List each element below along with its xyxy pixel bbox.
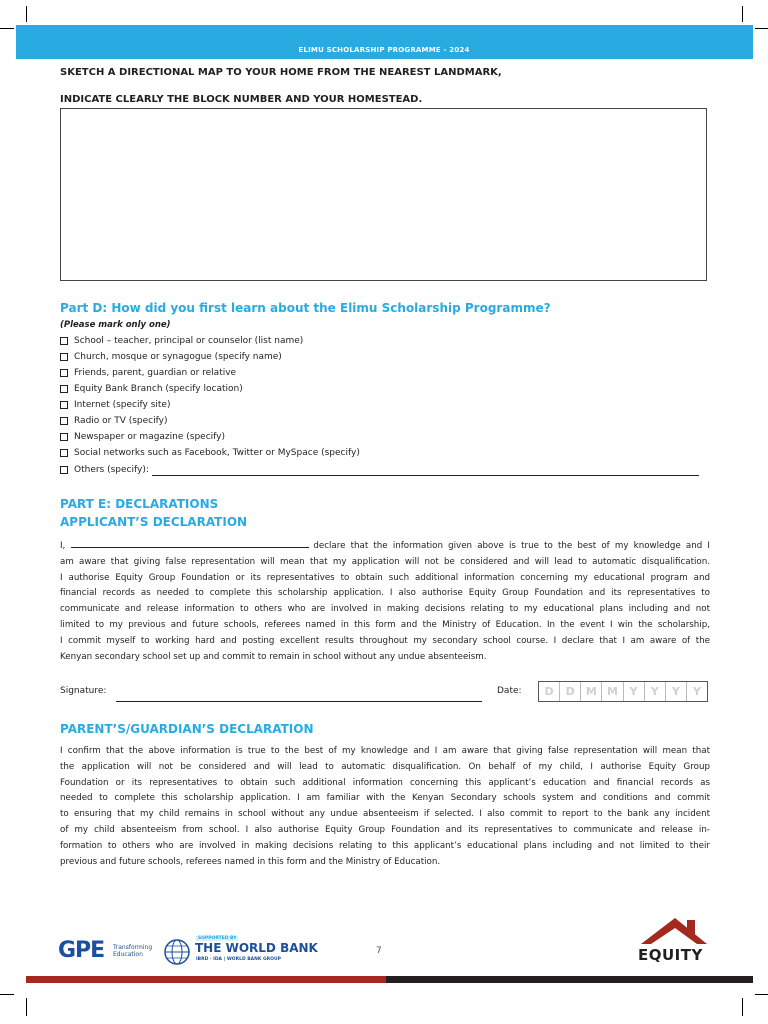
- crop-mark: [0, 994, 14, 995]
- declaration-line: am aware that giving false representation will mean that my application will not be considered and will lead to automatic disqualification.: [60, 556, 710, 567]
- date-cell[interactable]: Y: [666, 682, 687, 701]
- guardian-line: needed to complete this scholarship application. I am familiar with the Kenyan Secondary schools system and conditions and commit: [60, 793, 710, 804]
- crop-mark: [742, 6, 743, 22]
- option-label: Church, mosque or synagogue (specify name): [74, 352, 282, 362]
- date-cell[interactable]: Y: [645, 682, 666, 701]
- option-label: Radio or TV (specify): [74, 416, 168, 426]
- date-cell[interactable]: Y: [692, 685, 701, 698]
- date-label: Date:: [497, 686, 522, 696]
- gpe-tagline: Education: [113, 951, 143, 958]
- checkbox[interactable]: [60, 385, 68, 393]
- option-others[interactable]: [60, 463, 699, 477]
- date-cell[interactable]: M: [602, 682, 623, 701]
- wb-sub: IBRD · IDA | WORLD BANK GROUP: [196, 957, 281, 962]
- banner-title: ELIMU SCHOLARSHIP PROGRAMME - 2024: [298, 46, 470, 54]
- option-label: Newspaper or magazine (specify): [74, 432, 226, 442]
- guardian-line: to ensuring that my child remains in school without any undue absenteeism if selected. I also commit to report to the bank any incident: [60, 809, 710, 820]
- option-social[interactable]: [60, 446, 360, 460]
- map-sketch-area[interactable]: [60, 108, 707, 281]
- checkbox[interactable]: [60, 401, 68, 409]
- checkbox[interactable]: [60, 369, 68, 377]
- crop-mark: [755, 28, 768, 29]
- equity-logo: [633, 914, 713, 964]
- date-cell[interactable]: D: [539, 682, 560, 701]
- option-label: Social networks such as Facebook, Twitter or MySpace (specify): [74, 448, 360, 458]
- gpe-tagline: Transforming: [113, 944, 153, 951]
- guardian-line: I confirm that the above information is true to the best of my knowledge and I am aware that giving false representation will mean that: [60, 746, 710, 756]
- option-friends[interactable]: [60, 366, 236, 380]
- guardian-line: of my child absenteeism from school. I also authorise Equity Group Foundation and its representatives to communicate and release in-: [60, 824, 710, 835]
- crop-mark: [0, 28, 14, 29]
- map-instruction-2: INDICATE CLEARLY THE BLOCK NUMBER AND YOUR HOMESTEAD.: [60, 94, 423, 105]
- declaration-lead: I,: [60, 541, 66, 551]
- equity-wordmark: EQUITY: [638, 946, 703, 964]
- checkbox[interactable]: [60, 417, 68, 425]
- guardian-declaration-title: PARENT’S/GUARDIAN’S DECLARATION: [60, 722, 314, 736]
- date-cell[interactable]: M: [581, 682, 602, 701]
- wb-name: THE WORLD BANK: [195, 941, 318, 955]
- option-label: Friends, parent, guardian or relative: [74, 368, 237, 378]
- part-e-title: PART E: DECLARATIONS: [60, 497, 219, 511]
- date-cell[interactable]: Y: [624, 682, 645, 701]
- footer-bar: [26, 976, 386, 983]
- signature-label: Signature:: [60, 686, 107, 696]
- checkbox[interactable]: [60, 449, 68, 457]
- option-label: Equity Bank Branch (specify location): [74, 384, 243, 394]
- gpe-logo-text: GPE: [58, 938, 105, 963]
- date-cell[interactable]: D: [560, 682, 581, 701]
- checkbox[interactable]: [60, 337, 68, 345]
- option-newspaper[interactable]: [60, 430, 225, 444]
- crop-mark: [755, 994, 768, 995]
- applicant-declaration-title: APPLICANT’S DECLARATION: [60, 515, 248, 529]
- declaration-line: financial records as needed to complete this scholarship application. I also authorise Equity Group Foundation and its representatives to: [60, 588, 710, 599]
- guardian-line: formation to others who are involved in making decisions relating to this applicant’s educational plans including and not limited to their: [60, 840, 710, 851]
- option-school[interactable]: [60, 334, 303, 348]
- option-label: Others (specify):: [74, 465, 149, 475]
- gpe-logo: [58, 937, 168, 967]
- applicant-declaration-text: [60, 537, 710, 665]
- crop-mark: [26, 6, 27, 22]
- declaration-line: limited to my previous and future schools, referees named in this form and the Ministry of Education. In the event I win the scholarship,: [60, 619, 710, 630]
- globe-icon: [163, 938, 191, 966]
- part-d-title: Part D: How did you first learn about the Elimu Scholarship Programme?: [60, 301, 551, 315]
- guardian-line: previous and future schools, referees named in this form and the Ministry of Education.: [60, 856, 441, 867]
- checkbox[interactable]: [60, 433, 68, 441]
- world-bank-logo: [163, 936, 318, 968]
- applicant-name-field[interactable]: [71, 537, 309, 548]
- signature-field[interactable]: [116, 701, 482, 702]
- others-specify-field[interactable]: [152, 465, 699, 476]
- date-field[interactable]: [538, 681, 708, 702]
- declaration-line: I authorise Equity Group Foundation or its representatives to obtain such additional information concerning my educational program and: [60, 572, 710, 583]
- option-label: Internet (specify site): [74, 400, 171, 410]
- checkbox[interactable]: [60, 466, 68, 474]
- declaration-line: [60, 537, 710, 555]
- option-label: School – teacher, principal or counselor (list name): [74, 336, 304, 346]
- option-church[interactable]: [60, 350, 282, 364]
- declaration-line: Kenyan secondary school set up and commit to remain in school without any undue absenteeism.: [60, 651, 487, 662]
- declaration-text: declare that the information given above is true to the best of my knowledge and I: [313, 541, 710, 551]
- wb-supported: SUPPORTED BY: [198, 936, 237, 941]
- crop-mark: [742, 998, 743, 1016]
- guardian-declaration-text: [60, 744, 710, 870]
- house-roof-icon: [635, 914, 711, 948]
- guardian-line: Foundation or its representatives to obtain such additional information concerning this applicant’s education and financial records as: [60, 777, 710, 788]
- option-radio-tv[interactable]: [60, 414, 167, 428]
- map-instruction-1: SKETCH A DIRECTIONAL MAP TO YOUR HOME FROM THE NEAREST LANDMARK,: [60, 67, 502, 78]
- guardian-line: the application will not be considered and will lead to automatic disqualification. On behalf of my child, I authorise Equity Group: [60, 761, 710, 772]
- page-number: 7: [376, 946, 382, 956]
- footer-bar: [386, 976, 753, 983]
- option-internet[interactable]: [60, 398, 170, 412]
- declaration-line: communicate and release information to others who are involved in making decisions relating to my educational plans including and not: [60, 604, 710, 615]
- part-d-note: (Please mark only one): [60, 320, 171, 330]
- crop-mark: [26, 998, 27, 1016]
- checkbox[interactable]: [60, 353, 68, 361]
- option-branch[interactable]: [60, 382, 243, 396]
- declaration-line: I commit myself to working hard and posting excellent results throughout my secondary school course. I declare that I am aware of the: [60, 635, 710, 646]
